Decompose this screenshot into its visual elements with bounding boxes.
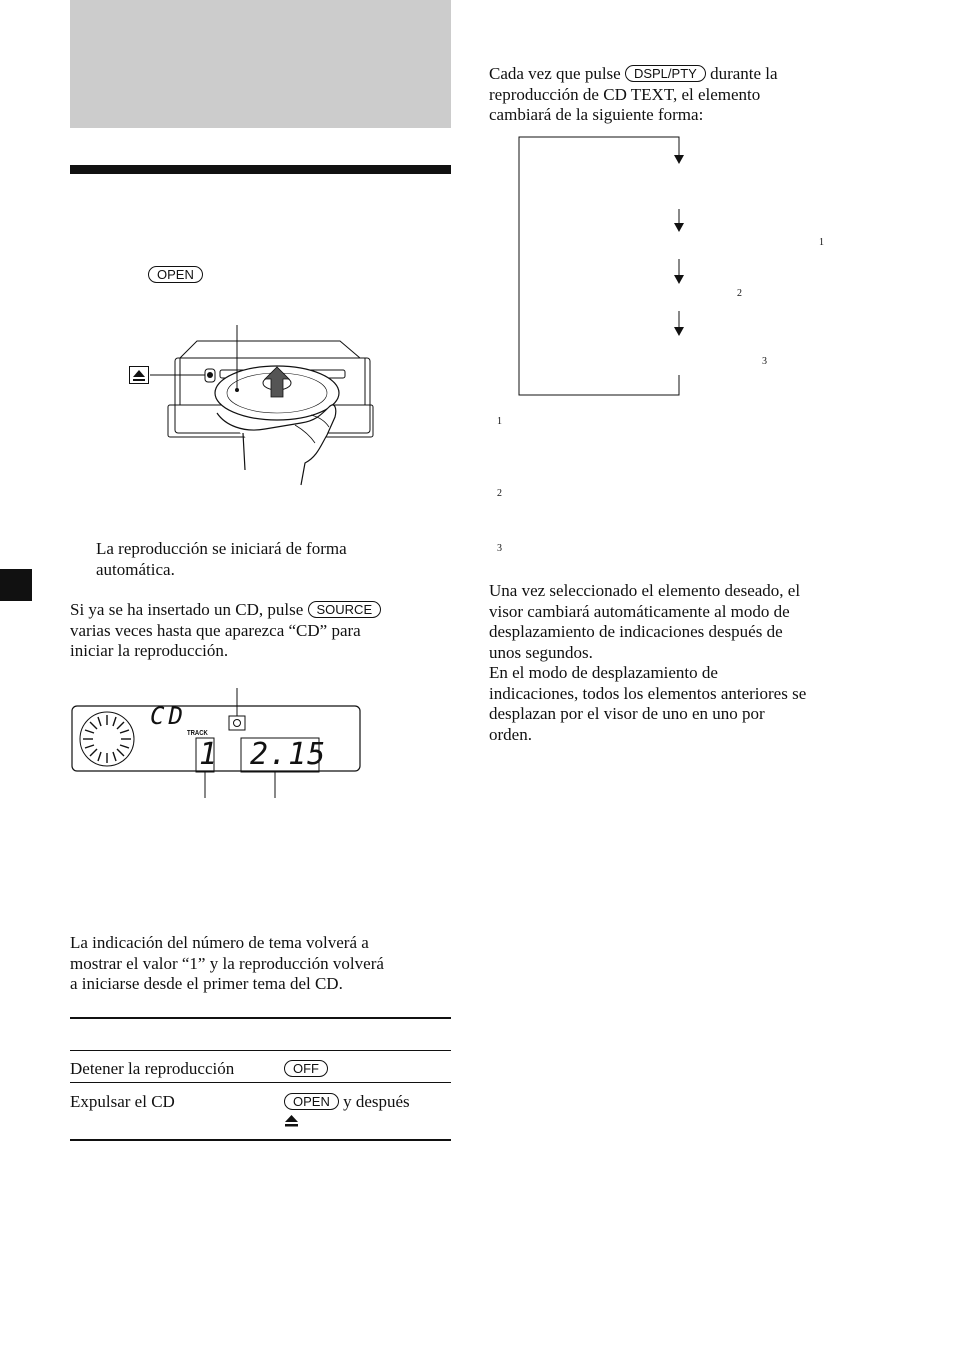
- section-tab: [0, 569, 32, 601]
- para2-line: En el modo de desplazamiento de: [489, 663, 718, 682]
- intro-line-1-pre: Cada vez que pulse: [489, 64, 621, 83]
- intro-paragraph: [489, 64, 869, 126]
- intro-line-3: cambiará de la siguiente forma:: [489, 105, 704, 124]
- eject-icon-table-wrap: [284, 1113, 299, 1134]
- cd-insert-illustration: [125, 325, 380, 490]
- para1-line: unos segundos.: [489, 642, 593, 662]
- source-key: SOURCE: [308, 601, 382, 618]
- para1-line: desplazamiento de indicaciones después de: [489, 622, 783, 641]
- source-line-2: varias veces hasta que aparezca “CD” para: [70, 620, 361, 640]
- flow-note-1: 1: [819, 237, 824, 248]
- section-rule: [70, 165, 451, 174]
- table-suffix: y después: [343, 1092, 410, 1111]
- eject-icon: [284, 1114, 299, 1128]
- display-time: 2.15: [250, 737, 327, 772]
- para2-line: orden.: [489, 724, 532, 744]
- table-top-rule: [70, 1017, 451, 1019]
- table-row-rule: [70, 1082, 451, 1083]
- source-line-3: iniciar la reproducción.: [70, 641, 229, 660]
- reset-line-3: a iniciarse desde el primer tema del CD.: [70, 974, 343, 993]
- intro-line-2: reproducción de CD TEXT, el elemento: [489, 84, 761, 104]
- table-header-rule: [70, 1050, 451, 1051]
- flow-diagram: [515, 135, 690, 400]
- autoplay-line-2: automática.: [96, 559, 175, 579]
- intro-line-1-post: durante la: [710, 64, 778, 83]
- reset-line-2: mostrar el valor “1” y la reproducción volverá: [70, 953, 384, 973]
- table-cell-key-cell: [284, 1092, 410, 1113]
- footnote-number-2: 2: [497, 488, 502, 499]
- display-track-number: 1: [199, 737, 218, 772]
- eject-icon: [130, 367, 148, 383]
- table-cell-action: Detener la reproducción: [70, 1059, 235, 1078]
- scroll-paragraph: [489, 581, 879, 745]
- off-key: OFF: [284, 1060, 328, 1077]
- dspl-pty-key: DSPL/PTY: [625, 65, 706, 82]
- flow-note-2: 2: [737, 288, 742, 299]
- display-track-label: TRACK: [187, 730, 208, 737]
- table-bottom-rule: [70, 1139, 451, 1141]
- display-source-text: CD: [150, 702, 187, 730]
- table-cell-key-cell: [284, 1059, 328, 1080]
- open-key-step: [148, 265, 203, 286]
- eject-icon-box: [129, 366, 149, 384]
- source-paragraph: [70, 600, 455, 662]
- reset-line-1: La indicación del número de tema volverá a: [70, 933, 369, 952]
- open-key: OPEN: [148, 266, 203, 283]
- footnote-number-1: 1: [497, 416, 502, 427]
- para2-line: indicaciones, todos los elementos anteriores se: [489, 683, 807, 703]
- header-grey-box: [70, 0, 451, 128]
- flow-note-3: 3: [762, 356, 767, 367]
- autoplay-line-1: La reproducción se iniciará de forma: [96, 539, 347, 558]
- reset-paragraph: [70, 933, 455, 995]
- source-line-1: Si ya se ha insertado un CD, pulse: [70, 600, 304, 619]
- para1-line: visor cambiará automáticamente al modo de: [489, 601, 790, 621]
- para1-line: Una vez seleccionado el elemento deseado, el: [489, 581, 801, 600]
- footnote-number-3: 3: [497, 543, 502, 554]
- open-key-table: OPEN: [284, 1093, 339, 1110]
- table-cell-action: Expulsar el CD: [70, 1092, 175, 1111]
- para2-line: desplazan por el visor de uno en uno por: [489, 704, 765, 723]
- autoplay-paragraph: [96, 539, 446, 580]
